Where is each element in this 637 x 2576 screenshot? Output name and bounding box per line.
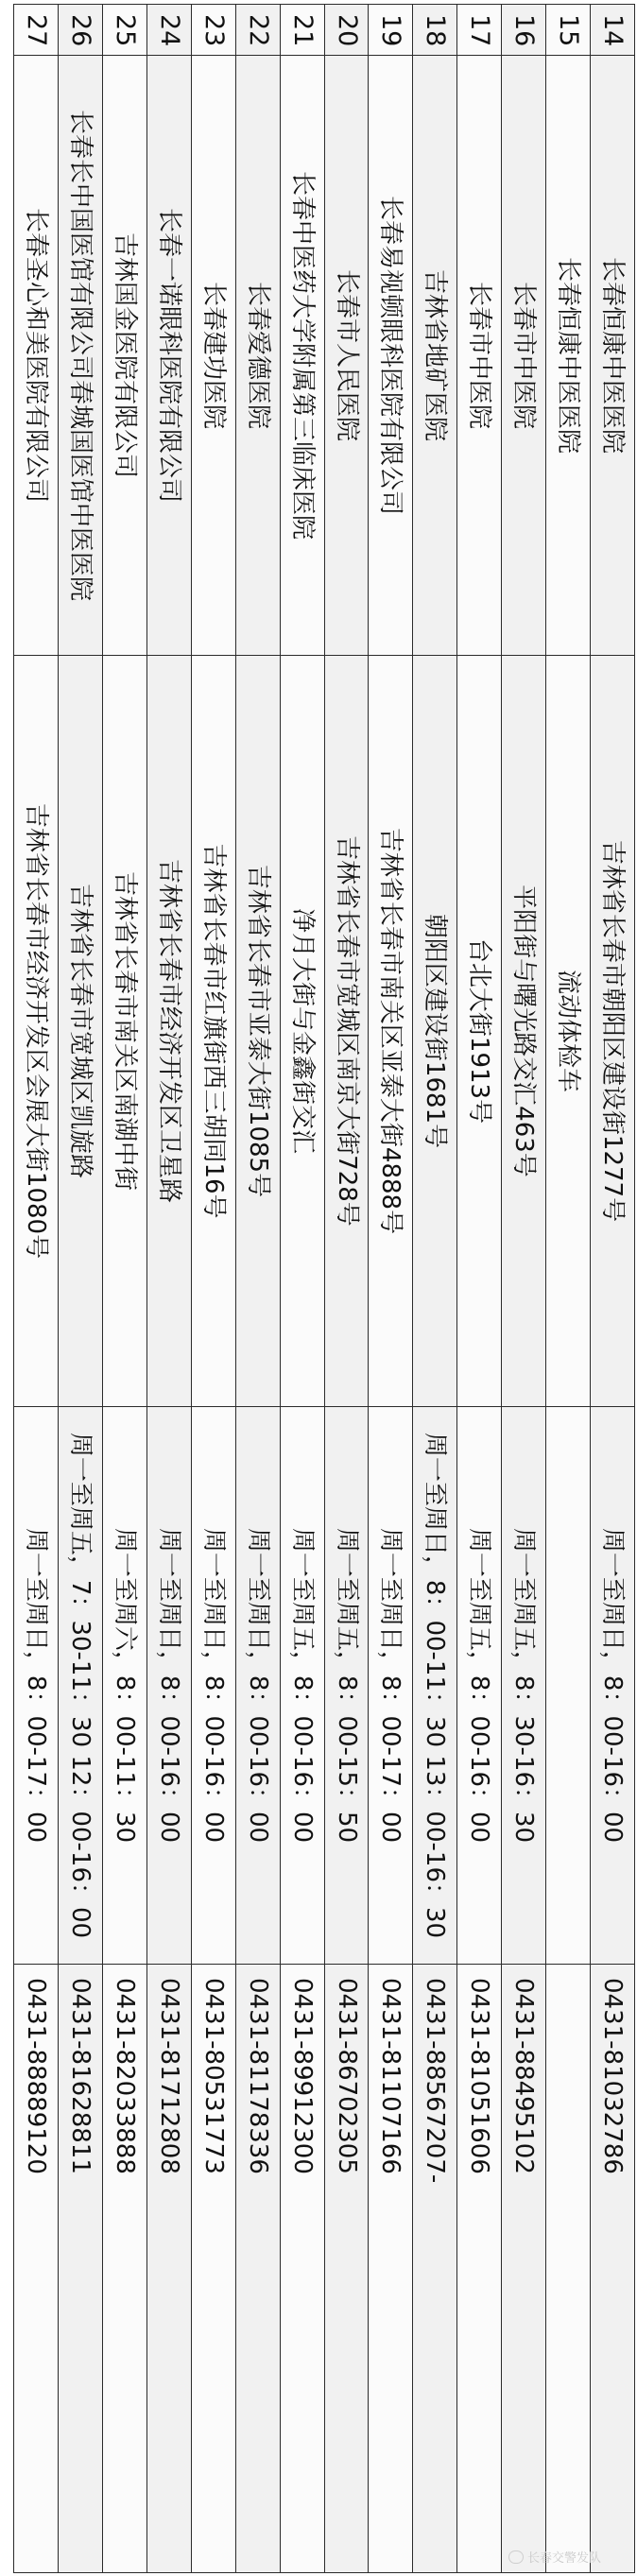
phone-number: 0431-89912300 xyxy=(280,1965,324,2573)
phone-number: 0431-81712808 xyxy=(146,1965,191,2573)
hospital-address: 净月大街与金鑫街交汇 xyxy=(280,656,324,1407)
hospital-address: 吉林省长春市宽城区凯旋路 xyxy=(59,656,103,1407)
opening-hours: 周一至周五，8：00-15：50 xyxy=(324,1407,369,1965)
wechat-logo-icon xyxy=(508,2550,524,2564)
table-row xyxy=(457,5,502,2573)
table-row xyxy=(369,5,413,2573)
watermark xyxy=(508,2548,601,2566)
table-row xyxy=(591,5,635,2573)
hospital-name: 长春市中医院 xyxy=(502,56,546,656)
hospital-address: 吉林省长春市南关区亚泰大街4888号 xyxy=(369,656,413,1407)
phone-number: 0431-81032786 xyxy=(591,1965,635,2573)
phone-number: 0431-80531773 xyxy=(191,1965,235,2573)
phone-number: 0431-81628811 xyxy=(59,1965,103,2573)
hospital-name: 吉林省地矿医院 xyxy=(413,56,457,656)
table-row xyxy=(413,5,457,2573)
row-number: 14 xyxy=(591,5,635,56)
table-row xyxy=(324,5,369,2573)
phone-number: 0431-81051606 xyxy=(457,1965,502,2573)
phone-number: 0431-86702305 xyxy=(324,1965,369,2573)
hospital-address: 朝阳区建设街1681号 xyxy=(413,656,457,1407)
hospital-name: 吉林国金医院有限公司 xyxy=(102,56,146,656)
opening-hours: 周一至周日，8：00-16：00 xyxy=(235,1407,280,1965)
table-row xyxy=(14,5,59,2573)
hospital-name: 长春中医药大学附属第三临床医院 xyxy=(280,56,324,656)
hospital-address: 吉林省长春市经济开发区卫星路 xyxy=(146,656,191,1407)
row-number: 22 xyxy=(235,5,280,56)
hospital-address: 流动体检车 xyxy=(546,656,591,1407)
opening-hours xyxy=(546,1407,591,1965)
table-row xyxy=(235,5,280,2573)
phone-number: 0431-88495102 xyxy=(502,1965,546,2573)
hospital-address: 平阳街与曙光路交汇463号 xyxy=(502,656,546,1407)
hospital-address: 吉林省长春市经济开发区会展大街1080号 xyxy=(14,656,59,1407)
row-number: 25 xyxy=(102,5,146,56)
row-number: 24 xyxy=(146,5,191,56)
table-body xyxy=(14,5,635,2573)
phone-number: 0431-88889120 xyxy=(14,1965,59,2573)
table-row xyxy=(280,5,324,2573)
phone-number: 0431-82033888 xyxy=(102,1965,146,2573)
hospital-name: 长春长中国医馆有限公司春城国医馆中医医院 xyxy=(59,56,103,656)
table-row xyxy=(146,5,191,2573)
hospital-name: 长春爱德医院 xyxy=(235,56,280,656)
table-row xyxy=(102,5,146,2573)
hospital-address: 吉林省长春市朝阳区建设街1277号 xyxy=(591,656,635,1407)
opening-hours: 周一至周日，8：00-16：00 xyxy=(591,1407,635,1965)
opening-hours: 周一至周五，8：30-16：30 xyxy=(502,1407,546,1965)
hospital-name: 长春圣心和美医院有限公司 xyxy=(14,56,59,656)
row-number: 18 xyxy=(413,5,457,56)
phone-number: 0431-81178336 xyxy=(235,1965,280,2573)
table-row xyxy=(191,5,235,2573)
opening-hours: 周一至周五，8：00-16：00 xyxy=(457,1407,502,1965)
hospital-address: 吉林省长春市亚泰大街1085号 xyxy=(235,656,280,1407)
table-row xyxy=(546,5,591,2573)
table-row xyxy=(502,5,546,2573)
hospital-address: 台北大街1913号 xyxy=(457,656,502,1407)
hospital-name: 长春易视顿眼科医院有限公司 xyxy=(369,56,413,656)
clinic-table xyxy=(13,4,635,2573)
opening-hours: 周一至周六，8：00-11：30 xyxy=(102,1407,146,1965)
hospital-name: 长春恒康中医医院 xyxy=(546,56,591,656)
row-number: 21 xyxy=(280,5,324,56)
watermark-text: 长春交警发队 xyxy=(527,2551,602,2566)
row-number: 15 xyxy=(546,5,591,56)
opening-hours: 周一至周五，7：30-11：30 12：00-16：00 xyxy=(59,1407,103,1965)
opening-hours: 周一至周日，8：00-17：00 xyxy=(369,1407,413,1965)
opening-hours: 周一至周日，8：00-17：00 xyxy=(14,1407,59,1965)
phone-number: 0431-88567207- xyxy=(413,1965,457,2573)
hospital-address: 吉林省长春市宽城区南京大街728号 xyxy=(324,656,369,1407)
row-number: 20 xyxy=(324,5,369,56)
hospital-name: 长春建功医院 xyxy=(191,56,235,656)
opening-hours: 周一至周日，8：00-11：30 13：00-16：30 xyxy=(413,1407,457,1965)
hospital-address: 吉林省长春市红旗街西三胡同16号 xyxy=(191,656,235,1407)
row-number: 17 xyxy=(457,5,502,56)
row-number: 27 xyxy=(14,5,59,56)
hospital-name: 长春市人民医院 xyxy=(324,56,369,656)
hospital-address: 吉林省长春市南关区南湖中街 xyxy=(102,656,146,1407)
table-row xyxy=(59,5,103,2573)
hospital-name: 长春一诺眼科医院有限公司 xyxy=(146,56,191,656)
row-number: 16 xyxy=(502,5,546,56)
opening-hours: 周一至周日，8：00-16：00 xyxy=(191,1407,235,1965)
row-number: 23 xyxy=(191,5,235,56)
hospital-name: 长春恒康中医医院 xyxy=(591,56,635,656)
row-number: 26 xyxy=(59,5,103,56)
phone-number xyxy=(546,1965,591,2573)
opening-hours: 周一至周五，8：00-16：00 xyxy=(280,1407,324,1965)
hospital-name: 长春市中医院 xyxy=(457,56,502,656)
phone-number: 0431-81107166 xyxy=(369,1965,413,2573)
opening-hours: 周一至周日，8：00-16：00 xyxy=(146,1407,191,1965)
row-number: 19 xyxy=(369,5,413,56)
